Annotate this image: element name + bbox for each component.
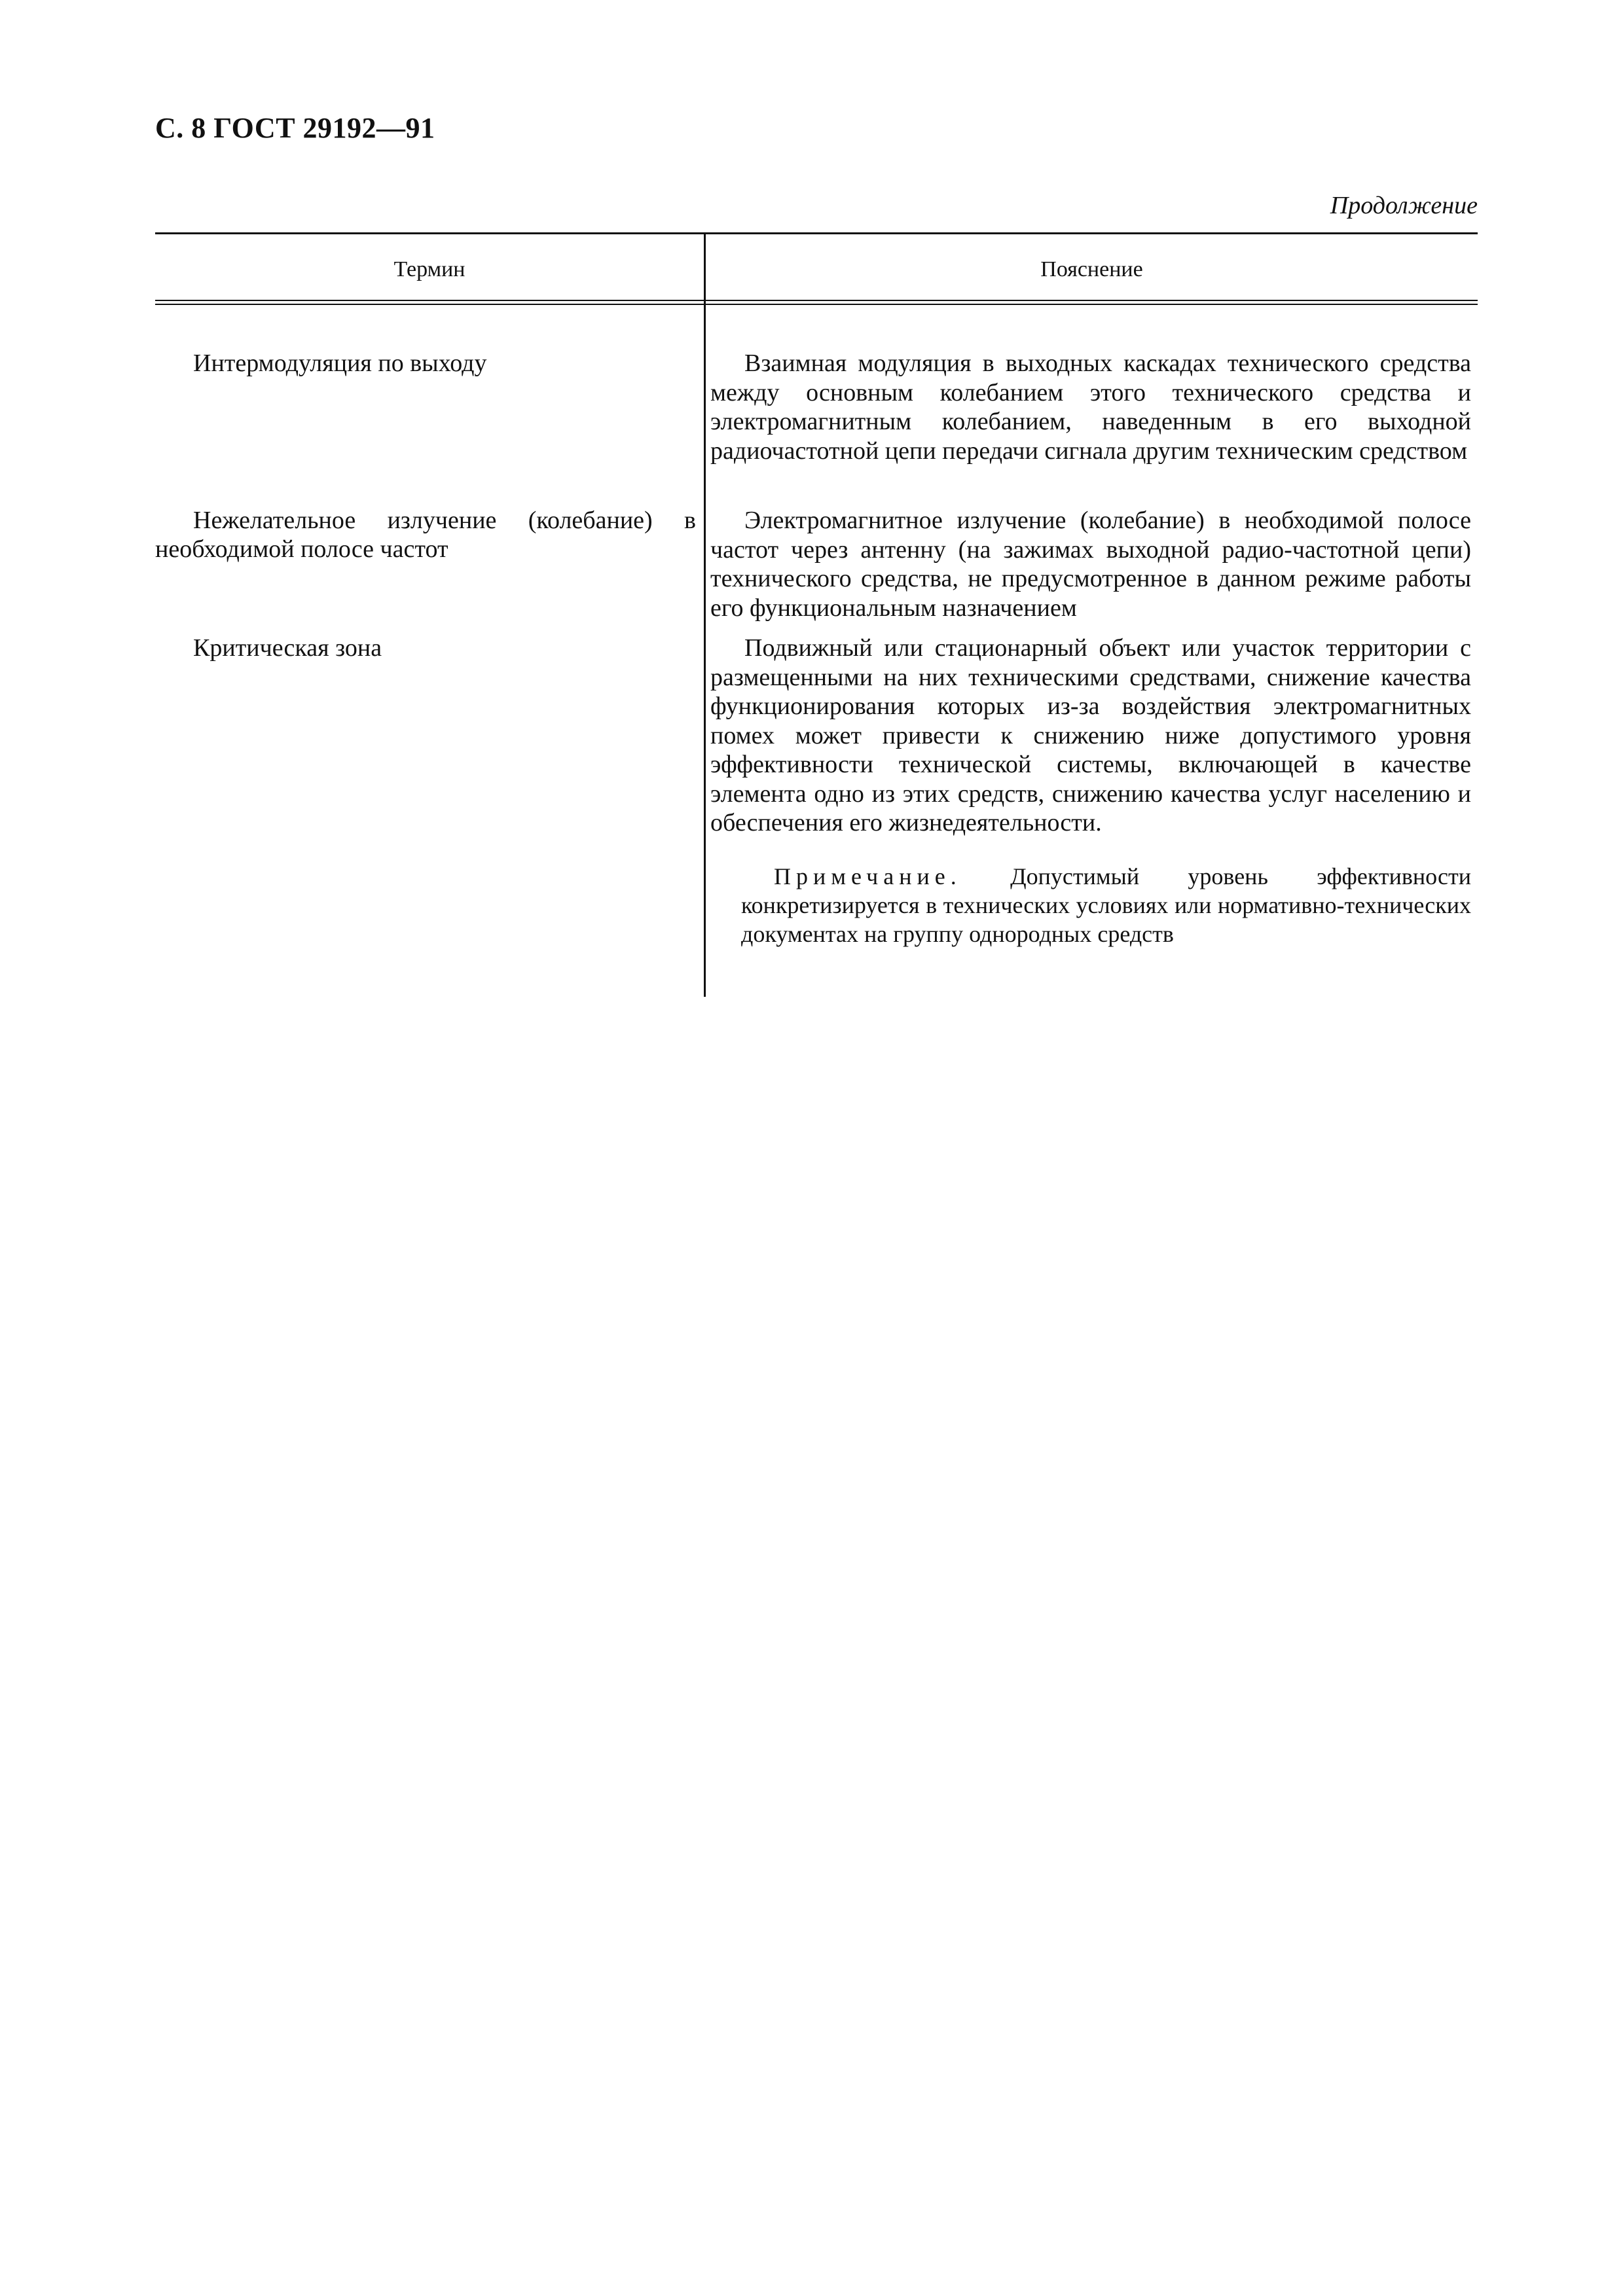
table-top-rule: [155, 232, 1478, 234]
note-label: Примечание.: [774, 863, 962, 889]
term-cell: Критическая зона: [193, 634, 382, 662]
note: [741, 862, 1471, 948]
explanation-cell: Взаимная модуляция в выходных каскадах технического средства между основным колебанием этого технического средства и электромагнитным колебанием, наведенным в его выходной радиочастотной цепи передачи сигнала другим техническим средством: [710, 350, 1471, 465]
column-header-term: Термин: [393, 257, 465, 281]
page-header: С. 8 ГОСТ 29192—91: [155, 112, 435, 144]
note-text: Допустимый уровень эффективности конкретизируется в технических условиях или нормативно-технических документах на группу однородных средств: [741, 863, 1472, 947]
term-cell: Нежелательное излучение (колебание) в необходимой полосе частот: [155, 507, 696, 563]
header-double-rule: [155, 300, 1478, 305]
continuation-label: Продолжение: [1330, 192, 1478, 219]
column-divider: [704, 232, 706, 997]
column-header-explanation: Пояснение: [1040, 257, 1143, 281]
term-cell: Интермодуляция по выходу: [193, 350, 487, 377]
explanation-cell: Подвижный или стационарный объект или участок территории с размещенными на них техническими средствами, снижение качества функционирования которых из-за воздействия электромагнитных помех может привести к снижению ниже допустимого уровня эффективности технической системы, включающей в качестве элемента одно из этих средств, снижению качества услуг населению и обеспечения его жизнедеятельности.: [710, 634, 1471, 836]
explanation-cell: Электромагнитное излучение (колебание) в необходимой полосе частот через антенну (на зажимах выходной радио-частотной цепи) технического средства, не предусмотренное в данном режиме работы его функциональным назначением: [710, 507, 1471, 622]
